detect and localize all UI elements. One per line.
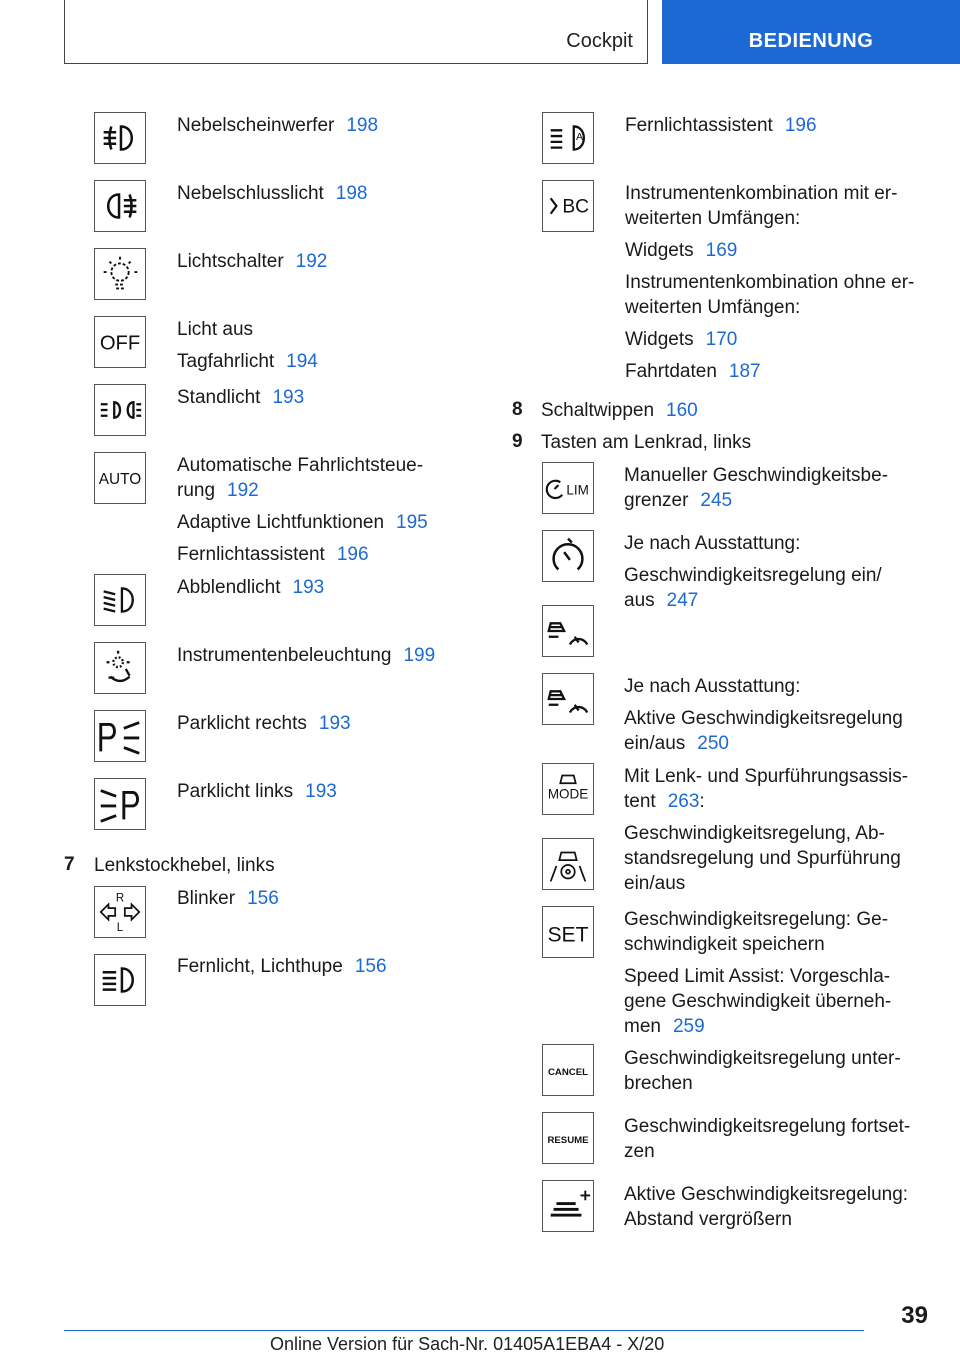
page-ref[interactable]: 156 [247, 888, 279, 909]
active-cruise-icon [542, 605, 594, 657]
distance-increase-icon [542, 1180, 594, 1232]
high-beam-assist-icon [542, 112, 594, 164]
svg-text:R: R [115, 892, 125, 905]
entry-lane-3: ein/aus [624, 873, 686, 894]
entry-auto-2: rung 192 [177, 480, 259, 501]
entry-cruise-2: Geschwindigkeitsregelung ein/ [624, 565, 882, 586]
page-ref[interactable]: 193 [292, 577, 325, 598]
page-ref[interactable]: 196 [784, 115, 817, 136]
entry-licht-aus: Licht aus [177, 319, 254, 340]
svg-text:SET: SET [547, 923, 589, 947]
entry-resume-2: zen [624, 1141, 655, 1162]
entry-instrumentenbeleuchtung: Instrumentenbeleuchtung 199 [177, 645, 436, 666]
entry-widgets-169: Widgets 169 [625, 240, 738, 261]
item-8-heading: Schaltwippen 160 [541, 400, 698, 421]
entry-cancel-1: Geschwindigkeitsregelung unter- [624, 1048, 901, 1069]
entry-ik-ohne-1: Instrumentenkombination ohne er- [625, 272, 915, 293]
rear-fog-light-icon [94, 180, 146, 232]
entry-fernlichtassistent: Fernlichtassistent 196 [177, 544, 369, 565]
svg-text:OFF: OFF [99, 332, 141, 355]
page-ref[interactable]: 198 [346, 115, 379, 136]
mode-icon [542, 763, 594, 815]
page-ref[interactable]: 160 [666, 400, 698, 421]
instrument-lighting-icon [94, 642, 146, 694]
page-ref[interactable]: 245 [700, 490, 733, 511]
entry-acc-2: Aktive Geschwindigkeitsregelung [624, 708, 903, 729]
page-ref[interactable]: 196 [336, 544, 369, 565]
page-number: 39 [901, 1302, 928, 1329]
entry-set-5: men 259 [624, 1016, 705, 1037]
footer-text: Online Version für Sach-Nr. 01405A1EBA4 - X/20 [270, 1334, 665, 1354]
entry-tagfahrlicht: Tagfahrlicht 194 [177, 351, 318, 372]
page-ref[interactable]: 194 [286, 351, 318, 372]
turn-signal-icon [94, 886, 146, 938]
entry-lichtschalter: Lichtschalter 192 [177, 251, 328, 272]
page-ref[interactable]: 259 [672, 1016, 705, 1037]
item-number-9: 9 [512, 431, 523, 452]
active-cruise-icon-2 [542, 673, 594, 725]
page-ref[interactable]: 156 [354, 956, 387, 977]
svg-text:LIM: LIM [566, 482, 589, 498]
svg-text:CANCEL: CANCEL [547, 1066, 589, 1078]
fog-light-icon [94, 112, 146, 164]
entry-fernlicht: Fernlicht, Lichthupe 156 [177, 956, 387, 977]
entry-limiter-1: Manueller Geschwindigkeitsbe- [624, 465, 889, 486]
entry-nebelscheinwerfer: Nebelscheinwerfer 198 [177, 115, 379, 136]
entry-lane-2: standsregelung und Spurführung [624, 848, 901, 869]
page-ref[interactable]: 169 [705, 240, 738, 261]
entry-standlicht: Standlicht 193 [177, 387, 305, 408]
speed-limiter-icon [542, 462, 594, 514]
cancel-icon [542, 1044, 594, 1096]
parking-light-right-icon [94, 710, 146, 762]
entry-ik-mit-2: weiterten Umfängen: [625, 208, 801, 229]
svg-text:L: L [116, 922, 124, 935]
entry-auto-1: Automatische Fahrlichtsteue- [177, 455, 424, 476]
page-ref[interactable]: 192 [227, 480, 259, 501]
entry-distance-2: Abstand vergrößern [624, 1209, 792, 1230]
footer-divider [64, 1330, 864, 1331]
page-ref[interactable]: 170 [705, 329, 738, 350]
svg-text:A: A [576, 130, 584, 143]
svg-text:RESUME: RESUME [547, 1134, 589, 1146]
header-chapter-box[interactable] [662, 0, 960, 64]
entry-adaptive: Adaptive Lichtfunktionen 195 [177, 512, 428, 533]
entry-set-1: Geschwindigkeitsregelung: Ge- [624, 909, 889, 930]
svg-text:BC: BC [562, 196, 590, 218]
item-9-heading: Tasten am Lenkrad, links [541, 432, 752, 453]
svg-text:AUTO: AUTO [98, 470, 142, 488]
page-ref[interactable]: 198 [335, 183, 368, 204]
entry-set-2: schwindigkeit speichern [624, 934, 825, 955]
entry-mode-1: Mit Lenk- und Spurführungsassis- [624, 766, 909, 787]
item-number-7: 7 [64, 854, 75, 875]
parking-light-left-icon [94, 778, 146, 830]
lane-assist-icon [542, 838, 594, 890]
entry-cancel-2: brechen [624, 1073, 693, 1094]
entry-set-3: Speed Limit Assist: Vorgeschla- [624, 966, 891, 987]
entry-ik-ohne-2: weiterten Umfängen: [625, 297, 801, 318]
entry-set-4: gene Geschwindigkeit überneh- [624, 991, 892, 1012]
page-ref[interactable]: 192 [295, 251, 328, 272]
entry-blinker: Blinker 156 [177, 888, 279, 909]
entry-acc-1: Je nach Ausstattung: [624, 676, 801, 697]
entry-ik-mit-1: Instrumentenkombination mit er- [625, 183, 898, 204]
header-section: Cockpit [566, 30, 633, 52]
entry-fahrtdaten: Fahrtdaten 187 [625, 361, 761, 382]
entry-abblendlicht: Abblendlicht 193 [177, 577, 325, 598]
page-ref[interactable]: 199 [403, 645, 436, 666]
item-7-heading: Lenkstockhebel, links [94, 855, 275, 876]
entry-limiter-2: grenzer 245 [624, 490, 733, 511]
svg-text:MODE: MODE [547, 786, 589, 802]
page-ref[interactable]: 247 [666, 590, 699, 611]
entry-acc-3: ein/aus 250 [624, 733, 729, 754]
high-beam-icon [94, 954, 146, 1006]
entry-distance-1: Aktive Geschwindigkeitsregelung: [624, 1184, 909, 1205]
bc-icon [542, 180, 594, 232]
set-icon [542, 906, 594, 958]
header-chapter: BEDIENUNG [748, 30, 874, 52]
entry-cruise-3: aus 247 [624, 590, 699, 611]
page-ref[interactable]: 187 [728, 361, 761, 382]
off-icon [94, 316, 146, 368]
entry-cruise-1: Je nach Ausstattung: [624, 533, 801, 554]
cruise-control-icon [542, 530, 594, 582]
entry-nebelschlusslicht: Nebelschlusslicht 198 [177, 183, 368, 204]
light-switch-icon [94, 248, 146, 300]
entry-resume-1: Geschwindigkeitsregelung fortset- [624, 1116, 911, 1137]
page-ref[interactable]: 195 [396, 512, 428, 533]
item-number-8: 8 [512, 399, 523, 420]
page-ref[interactable]: 263 [667, 791, 700, 812]
parking-light-icon [94, 384, 146, 436]
resume-icon [542, 1112, 594, 1164]
entry-parklicht-rechts: Parklicht rechts 193 [177, 713, 351, 734]
entry-parklicht-links: Parklicht links 193 [177, 781, 337, 802]
page-ref[interactable]: 193 [305, 781, 337, 802]
entry-mode-2: tent 263: [624, 791, 705, 812]
entry-widgets-170: Widgets 170 [625, 329, 738, 350]
auto-icon [94, 452, 146, 504]
page-ref[interactable]: 250 [697, 733, 729, 754]
entry-fernlichtassistent-r: Fernlichtassistent 196 [625, 115, 817, 136]
header-section-box [64, 0, 648, 64]
page-ref[interactable]: 193 [272, 387, 305, 408]
page-ref[interactable]: 193 [318, 713, 351, 734]
entry-lane-1: Geschwindigkeitsregelung, Ab- [624, 823, 885, 844]
low-beam-icon [94, 574, 146, 626]
